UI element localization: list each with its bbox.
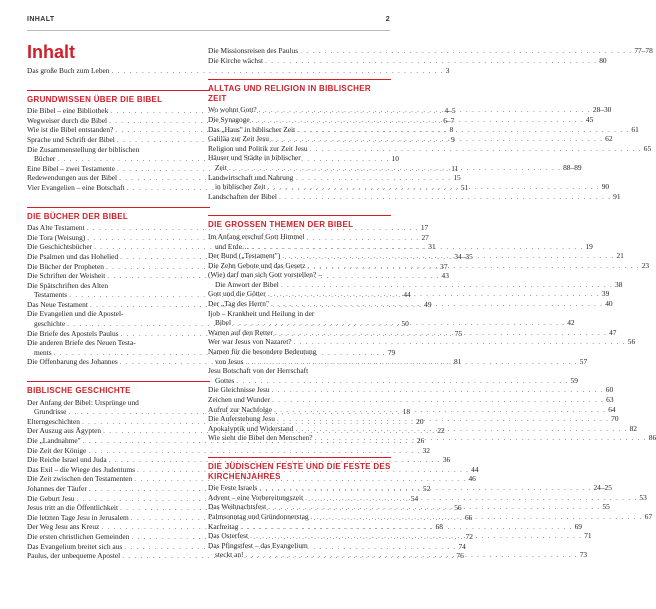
- toc-entry-page: 56: [627, 337, 636, 347]
- toc-entry-title: Das „Haus" in biblischer Zeit: [208, 124, 296, 134]
- toc-entry-title: Die Zeit zwischen den Testamenten: [27, 474, 133, 484]
- toc-entry-page: 11: [451, 163, 459, 173]
- section-heading: GRUNDWISSEN ÜBER DIE BIBEL: [27, 94, 163, 104]
- toc-entry-title: Paulus, der unbequeme Apostel: [27, 551, 121, 561]
- toc-entry-page: 50: [401, 319, 409, 329]
- toc-entry-title: Die Evangelien und die Apostel-: [27, 309, 124, 319]
- dot-leader: [236, 376, 568, 386]
- dot-leader: [271, 299, 603, 309]
- toc-entry-page: 27: [421, 232, 429, 242]
- toc-section: [27, 66, 450, 76]
- dot-leader: [275, 328, 607, 338]
- toc-entry[interactable]: [27, 281, 210, 291]
- dot-leader: [233, 318, 565, 328]
- toc-entry-page: 8: [449, 125, 454, 135]
- toc-entry-title: Die Offenbarung des Johannes: [27, 357, 118, 367]
- dot-leader: [268, 502, 600, 512]
- toc-entry-title: geschichte: [34, 319, 66, 329]
- toc-entry[interactable]: [208, 395, 614, 405]
- toc-entry-title: Das Osterfest: [208, 531, 249, 541]
- toc-entry-title: Apokalyptik und Widerstand: [208, 423, 294, 433]
- page-title: Inhalt: [27, 42, 75, 62]
- dot-leader: [246, 357, 578, 367]
- toc-entry-page: 23: [641, 260, 650, 270]
- dot-leader: [282, 251, 614, 261]
- toc-entry-page: 42: [567, 318, 575, 328]
- toc-entry-title: Das Evangelium breitet sich aus: [27, 541, 123, 551]
- toc-entry-page: 67: [644, 511, 653, 521]
- toc-entry-page: 88–89: [563, 162, 582, 172]
- toc-entry[interactable]: [27, 66, 450, 76]
- toc-entry-page: 53: [639, 492, 647, 502]
- section-rule: [208, 457, 391, 458]
- toc-entry-title: Das Pfingstfest – das Evangelium: [208, 540, 308, 550]
- toc-entry-title: ments: [34, 347, 52, 357]
- toc-entry-page: 37: [440, 261, 448, 271]
- toc-entry-page: 21: [616, 251, 624, 261]
- toc-entry[interactable]: [208, 153, 391, 163]
- toc-entry-title: von Jesus: [215, 356, 244, 366]
- toc-entry-page: 19: [585, 241, 593, 251]
- dot-leader: [295, 424, 627, 434]
- toc-entry-page: 45: [585, 114, 594, 124]
- dot-leader: [300, 46, 632, 56]
- dot-leader: [311, 512, 643, 522]
- toc-entry-page: 52: [423, 483, 431, 493]
- toc-entry-title: Das Exil – die Wiege des Judentums: [27, 464, 135, 474]
- toc-entry-title: Der Bund („Testament"): [208, 251, 281, 261]
- toc-entry-title: Wie ist die Bibel entstanden?: [27, 125, 114, 135]
- toc-entry[interactable]: [208, 279, 623, 290]
- section-rule: [27, 207, 210, 208]
- toc-entry-title: Die letzten Tage Jesu in Jerusalem: [27, 512, 129, 522]
- toc-entry[interactable]: [208, 143, 652, 154]
- toc-entry-title: Das Alte Testament: [27, 223, 85, 233]
- toc-entry-title: Ijob – Krankheit und Heilung in der: [208, 308, 315, 318]
- toc-entry-title: Die Reiche Israel und Juda: [27, 455, 107, 465]
- toc-entry-page: 62: [605, 134, 613, 144]
- toc-entry-page: 38: [615, 279, 623, 289]
- toc-entry[interactable]: [208, 366, 391, 376]
- toc-entry-title: Zeichen und Wunder: [208, 395, 270, 404]
- toc-entry-page: 54: [410, 493, 419, 503]
- section-heading: DIE GROSSEN THEMEN DER BIBEL: [208, 220, 354, 230]
- dot-leader: [259, 483, 591, 493]
- toc-entry-page: 47: [609, 327, 617, 337]
- toc-entry-title: Johannes der Täufer: [27, 483, 87, 493]
- section-rule: [27, 90, 210, 91]
- toc-entry-page: 86: [648, 433, 656, 443]
- toc-entry[interactable]: [208, 385, 614, 395]
- toc-entry-page: 76: [456, 551, 464, 561]
- toc-entry-title: Sprache und Schrift der Bibel: [27, 134, 115, 144]
- section-rule: [208, 215, 391, 216]
- toc-entry-page: 82: [629, 423, 637, 433]
- toc-entry-title: Wie sieht die Bibel den Menschen?: [208, 433, 313, 443]
- toc-entry-page: 34–35: [454, 251, 473, 261]
- dot-leader: [252, 115, 584, 125]
- toc-entry[interactable]: [208, 347, 391, 357]
- toc-entry-page: 74: [458, 541, 466, 551]
- toc-entry-page: 56: [454, 503, 462, 513]
- dot-leader: [315, 433, 647, 443]
- toc-entry-page: 70: [611, 414, 619, 424]
- toc-entry-title: Karfreitag: [208, 521, 239, 531]
- dot-leader: [274, 405, 606, 415]
- section-heading: BIBLISCHE GESCHICHTE: [27, 386, 131, 396]
- toc-entry-page: 51: [460, 182, 469, 192]
- section-heading: ALLTAG UND RELIGION IN BIBLISCHER ZEIT: [208, 84, 371, 103]
- toc-entry-page: 40: [605, 299, 613, 309]
- dot-leader: [265, 56, 597, 66]
- toc-entry-title: Die Zusammenstellung der biblischen: [27, 144, 140, 154]
- toc-entry-page: 61: [631, 124, 639, 134]
- toc-entry-page: 72: [465, 531, 473, 541]
- toc-entry[interactable]: [27, 445, 430, 456]
- toc-entry-page: 17: [420, 223, 429, 233]
- toc-entry-title: Das Neue Testament: [27, 299, 88, 309]
- toc-entry-title: Häuser und Städte in biblischer: [208, 153, 301, 163]
- toc-entry-page: 75: [454, 328, 463, 338]
- toc-entry-page: 63: [606, 395, 614, 404]
- toc-entry-title: Advent – eine Vorbereitungszeit: [208, 492, 304, 502]
- toc-entry[interactable]: [27, 455, 451, 465]
- toc-entry-title: Die Zehn Gebote und das Gesetz: [208, 260, 306, 270]
- toc-entry[interactable]: [27, 474, 476, 484]
- toc-entry-page: 26: [416, 436, 425, 445]
- toc-entry-title: Gott und die Götter: [208, 289, 266, 299]
- dot-leader: [229, 163, 561, 173]
- toc-entry-page: 22: [437, 426, 445, 436]
- toc-entry-title: Gottes: [215, 375, 235, 385]
- section-rule: [27, 381, 210, 382]
- toc-entry-title: Zeit: [215, 162, 227, 172]
- toc-entry-page: 69: [574, 521, 582, 531]
- toc-entry[interactable]: [208, 124, 639, 135]
- toc-entry-title: Elterngeschichten: [27, 416, 80, 426]
- dot-leader: [268, 182, 600, 192]
- toc-entry-title: Die Schriften der Weisheit: [27, 271, 106, 281]
- toc-entry-page: 43: [441, 271, 449, 281]
- toc-entry-page: 73: [579, 550, 588, 560]
- toc-entry-title: Der Auszug aus Ägypten: [27, 426, 102, 436]
- toc-entry[interactable]: [208, 173, 391, 183]
- toc-entry-title: Galiläa zur Zeit Jesu: [208, 134, 269, 144]
- toc-entry-page: 66: [464, 512, 473, 522]
- toc-entry-title: Die Bücher der Propheten: [27, 261, 104, 271]
- toc-entry-title: Die anderen Briefe des Neuen Testa-: [27, 338, 136, 348]
- toc-entry-title: Jesu Botschaft von der Herrschaft: [208, 366, 309, 376]
- toc-entry[interactable]: [208, 337, 636, 347]
- toc-entry-page: 9: [451, 134, 455, 144]
- toc-entry[interactable]: [208, 134, 613, 144]
- toc-entry-title: Die Geburt Jesu: [27, 493, 75, 503]
- toc-entry-page: 28–30: [592, 105, 612, 115]
- toc-entry-title: Die ersten christlichen Gemeinden: [27, 531, 130, 541]
- toc-entry-page: 36: [442, 455, 451, 465]
- toc-entry-title: Die Geschichtsbücher: [27, 242, 93, 252]
- toc-entry-title: Die „Landnahme": [27, 436, 81, 445]
- toc-entry-page: 71: [584, 531, 592, 541]
- toc-entry-page: 46: [468, 474, 476, 484]
- toc-entry-page: 32: [422, 445, 430, 455]
- toc-entry-page: 24–25: [593, 483, 612, 493]
- toc-entry-title: Wer war Jesus von Nazaret?: [208, 337, 292, 347]
- toc-entry[interactable]: [27, 145, 210, 155]
- dot-leader: [297, 125, 629, 135]
- toc-entry-title: Eine Bibel – zwei Testamente: [27, 163, 116, 173]
- toc-entry-title: Namen für die besondere Bedeutung: [208, 347, 317, 357]
- toc-entry-page: 15: [453, 173, 461, 183]
- toc-entry-title: Die Missionsreisen des Paulus: [208, 46, 299, 55]
- toc-entry-title: und Erde…: [215, 241, 250, 251]
- toc-entry-title: Landschaften der Bibel: [208, 191, 277, 201]
- toc-entry[interactable]: [208, 46, 653, 56]
- toc-entry-page: 81: [454, 357, 462, 367]
- toc-entry-title: Der Weg Jesu ans Kreuz: [27, 522, 100, 532]
- toc-entry[interactable]: [27, 338, 210, 348]
- toc-entry-title: (Wie) darf man sich Gott vorstellen? –: [208, 270, 322, 280]
- toc-entry-title: Bibel: [215, 318, 232, 328]
- toc-entry-page: 60: [605, 385, 614, 395]
- toc-entry-page: 90: [601, 182, 610, 192]
- toc-entry[interactable]: [208, 270, 391, 280]
- toc-entry-title: Das große Buch zum Leben: [27, 66, 110, 75]
- dot-leader: [279, 192, 611, 202]
- toc-entry-title: Der „Tag des Herrn": [208, 299, 269, 309]
- toc-entry[interactable]: [27, 309, 210, 319]
- toc-entry-page: 64: [608, 404, 616, 414]
- toc-entry-title: Grundrisse: [34, 407, 67, 417]
- running-title: INHALT: [27, 16, 55, 23]
- toc-entry-page: 77–78: [634, 46, 653, 55]
- dot-leader: [271, 134, 603, 144]
- toc-entry-title: Die Kirche wächst: [208, 55, 263, 65]
- toc-entry-page: 10: [391, 154, 399, 164]
- toc-entry-page: 65: [643, 143, 652, 153]
- toc-entry[interactable]: [27, 398, 210, 408]
- dot-leader: [310, 144, 642, 154]
- dot-leader: [281, 280, 613, 290]
- toc-entry-page: 91: [613, 191, 621, 201]
- toc-entry-title: Bücher: [34, 154, 56, 164]
- toc-entry-title: Der Anfang der Bibel: Ursprünge und: [27, 397, 139, 407]
- toc-entry-page: 49: [424, 299, 432, 309]
- toc-entry-page: 31: [428, 242, 436, 252]
- toc-entry-title: Jesus tritt an die Öffentlichkeit: [27, 503, 118, 513]
- toc-entry-title: in biblischer Zeit: [215, 182, 266, 192]
- toc-entry-page: 55: [602, 502, 610, 512]
- toc-entry-title: steckt an!: [215, 550, 244, 560]
- toc-entry-title: Das Weihnachtsfest: [208, 502, 267, 512]
- toc-entry-page: 3: [445, 66, 450, 75]
- dot-leader: [305, 493, 637, 503]
- section-heading: DIE BÜCHER DER BIBEL: [27, 211, 129, 221]
- toc-entry-page: 68: [435, 522, 443, 532]
- dot-leader: [246, 550, 578, 560]
- toc-entry-title: Religion und Politik zur Zeit Jesu: [208, 143, 308, 153]
- dot-leader: [268, 289, 600, 299]
- toc-entry-title: Die Bibel – eine Bibliothek: [27, 106, 109, 116]
- toc-entry-page: 4–5: [444, 106, 456, 116]
- section-rule: [208, 79, 391, 80]
- toc-entry-title: Die Synagoge: [208, 114, 250, 124]
- toc-entry-title: Die Spätschriften des Alten: [27, 280, 109, 290]
- toc-entry-title: Testaments: [34, 290, 68, 300]
- dot-leader: [277, 414, 609, 424]
- toc-entry-title: Die Tora (Weisung): [27, 232, 86, 242]
- dot-leader: [294, 337, 626, 347]
- toc-entry-title: Die Anwort der Bibel: [215, 279, 279, 289]
- toc-entry[interactable]: [208, 232, 391, 242]
- dot-leader: [272, 385, 604, 395]
- dot-leader: [307, 261, 639, 271]
- toc-entry-page: 57: [579, 356, 588, 366]
- toc-entry-page: 6–7: [443, 115, 455, 125]
- toc-entry-title: Redewendungen aus der Bibel: [27, 173, 118, 183]
- toc-entry[interactable]: [208, 375, 578, 386]
- page-number: 2: [385, 16, 390, 23]
- dot-leader: [250, 531, 582, 541]
- toc-entry-page: 44: [471, 464, 479, 474]
- toc-entry-title: Im Anfang erschuf Gott Himmel: [208, 231, 305, 241]
- toc-entry-page: 44: [403, 290, 411, 300]
- toc-entry-title: Die Psalmen und das Hohelied: [27, 251, 119, 261]
- toc-entry-page: 39: [601, 289, 610, 299]
- dot-leader: [259, 105, 591, 115]
- toc-entry[interactable]: [208, 309, 391, 319]
- toc-entry-title: Die Zeit der Könige: [27, 445, 87, 455]
- running-header: [27, 16, 390, 31]
- toc-entry-page: 18: [402, 407, 411, 417]
- toc-entry[interactable]: [208, 541, 391, 551]
- toc-entry-title: Wo wohnt Gott?: [208, 105, 257, 115]
- toc-entry-title: Die Gleichnisse Jesu: [208, 385, 270, 395]
- toc-entry-page: 79: [387, 347, 396, 357]
- toc-entry-title: Landwirtschaft und Nahrung: [208, 172, 294, 182]
- toc-entry-page: 80: [599, 55, 607, 65]
- toc-entry-title: Die Feste Israels: [208, 483, 258, 493]
- dot-leader: [240, 522, 572, 532]
- toc-entry-title: Die Briefe des Apostels Paulus: [27, 328, 119, 338]
- toc-entry-title: Vier Evangelien – eine Botschaft: [27, 182, 125, 192]
- toc-entry[interactable]: [208, 191, 621, 202]
- toc-entry-title: Aufruf zur Nachfolge: [208, 404, 273, 414]
- toc-section: [208, 46, 653, 65]
- toc-entry-page: 20: [416, 416, 424, 426]
- toc-entry-title: Palmsonntag und Gründonnerstag: [208, 511, 309, 521]
- toc-entry-title: Warten auf den Retter: [208, 327, 273, 337]
- toc-entry-title: Wegweiser durch die Bibel: [27, 115, 108, 125]
- dot-leader: [272, 395, 604, 405]
- section-heading: DIE JÜDISCHEN FESTE UND DIE FESTE DES KIRCHENJAHRES: [208, 461, 391, 481]
- toc-entry[interactable]: [208, 55, 607, 66]
- dot-leader: [251, 242, 583, 252]
- toc-entry-page: 59: [570, 375, 578, 385]
- toc-entry-title: Die Auferstehung Jesu: [208, 414, 275, 424]
